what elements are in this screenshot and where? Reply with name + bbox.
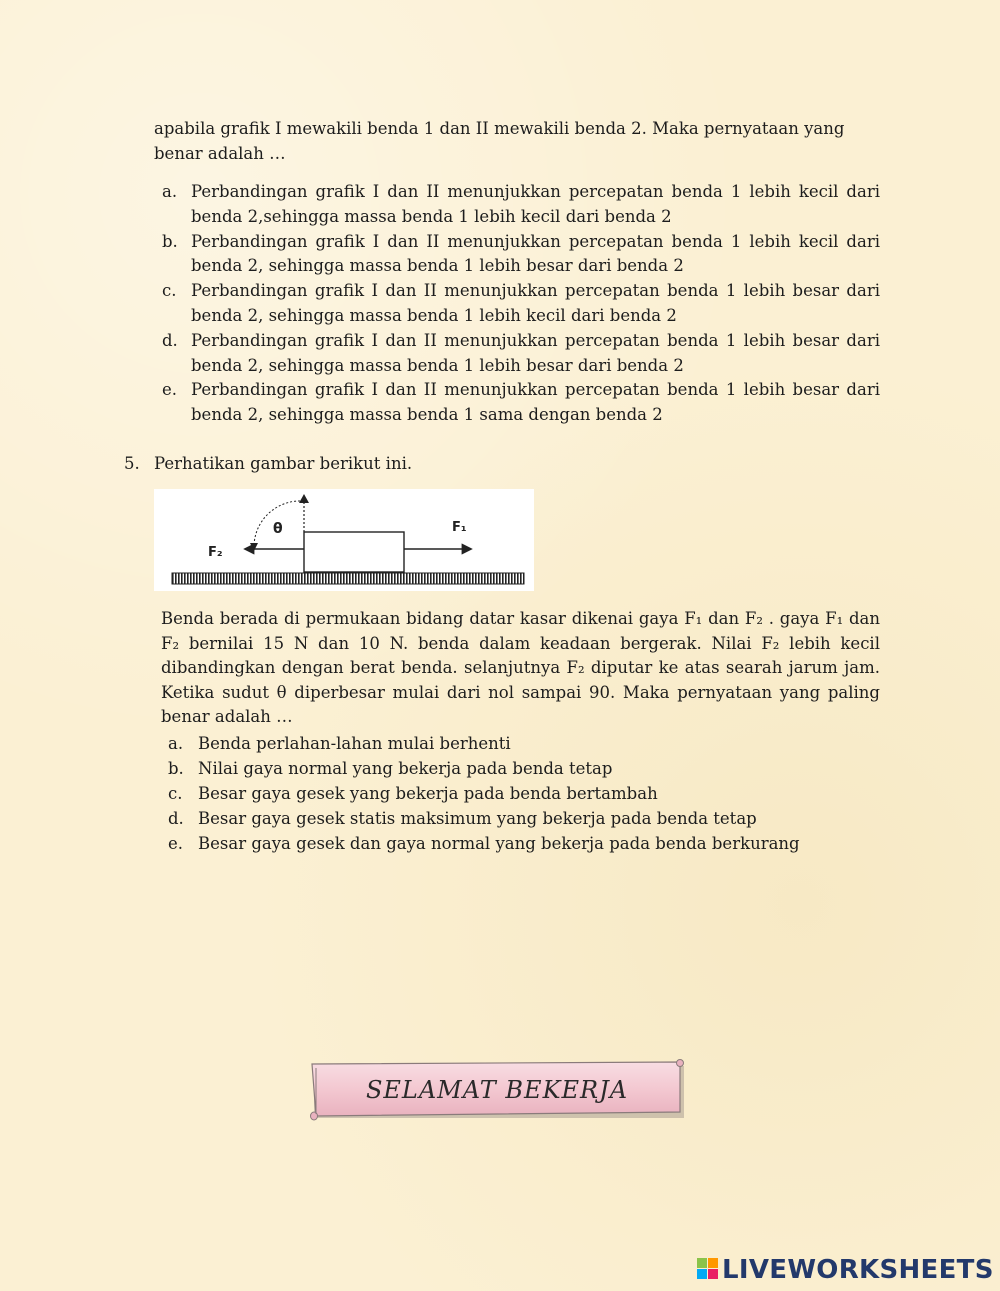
option-item: [160, 180, 880, 230]
question-4-options: [160, 180, 880, 428]
option-text: Perbandingan grafik I dan II menunjukkan percepatan benda 1 lebih kecil dari benda 2, sehingga massa benda 1 lebih besar dari benda 2: [191, 231, 880, 276]
block: [304, 532, 404, 572]
option-text: Perbandingan grafik I dan II menunjukkan percepatan benda 1 lebih besar dari benda 2, sehingga massa benda 1 lebih besar dari benda 2: [191, 330, 880, 375]
option-item: [160, 329, 880, 379]
option-item: [168, 781, 800, 806]
option-letter: e.: [168, 834, 184, 853]
question-5-heading: [124, 452, 412, 477]
liveworksheets-logo[interactable]: [697, 1256, 997, 1284]
option-item: [168, 731, 800, 756]
liveworksheets-logo-icon: [697, 1258, 719, 1280]
option-text: Perbandingan grafik I dan II menunjukkan percepatan benda 1 lebih kecil dari benda 2,sehingga massa benda 1 lebih kecil dari benda 2: [191, 182, 880, 226]
question-prompt: Perhatikan gambar berikut ini.: [154, 454, 413, 473]
force-diagram-svg: [154, 489, 534, 591]
option-letter: d.: [162, 330, 178, 350]
f2-label: F₂: [208, 545, 223, 560]
option-text: Perbandingan grafik I dan II menunjukkan percepatan benda 1 lebih besar dari benda 2, sehingga massa benda 1 lebih kecil dari benda 2: [191, 281, 880, 325]
angle-arc-arrow: [250, 543, 258, 551]
f1-label: F₁: [452, 520, 467, 535]
option-letter: b.: [168, 759, 184, 778]
selamat-bekerja-banner: [308, 1058, 686, 1124]
question-5-paragraph: Benda berada di permukaan bidang datar kasar dikenai gaya F₁ dan F₂ . gaya F₁ dan F₂ bernilai 15 N dan 10 N. benda dalam keadaan bergerak. Nilai F₂ lebih kecil dibandingkan dengan berat benda. selanjutnya F₂ diputar ke atas searah jarum jam. Ketika sudut θ diperbesar mulai dari nol sampai 90. Maka pernyataan yang paling benar adalah …: [161, 609, 880, 726]
option-letter: e.: [162, 380, 178, 400]
option-text: Besar gaya gesek statis maksimum yang bekerja pada benda tetap: [198, 809, 757, 828]
banner-text: SELAMAT BEKERJA: [365, 1076, 629, 1104]
option-letter: c.: [162, 281, 177, 301]
option-item: [168, 831, 800, 856]
question-number: 5.: [124, 454, 140, 473]
option-text: Besar gaya gesek dan gaya normal yang bekerja pada benda berkurang: [198, 834, 800, 853]
option-letter: a.: [162, 182, 178, 201]
option-item: [168, 756, 800, 781]
option-letter: d.: [168, 809, 184, 828]
force-diagram: [154, 489, 534, 591]
option-letter: a.: [168, 734, 184, 753]
option-letter: b.: [162, 231, 178, 251]
option-item: [160, 230, 880, 280]
option-text: Benda perlahan-lahan mulai berhenti: [198, 734, 511, 753]
theta-label: θ: [273, 521, 283, 537]
question-4-intro: apabila grafik I mewakili benda 1 dan II mewakili benda 2. Maka pernyataan yang benar adalah …: [154, 119, 845, 163]
vertical-axis-arrow: [299, 494, 309, 503]
option-letter: c.: [168, 784, 183, 803]
option-text: Perbandingan grafik I dan II menunjukkan percepatan benda 1 lebih besar dari benda 2, sehingga massa benda 1 sama dengan benda 2: [191, 380, 880, 425]
option-text: Besar gaya gesek yang bekerja pada benda bertambah: [198, 784, 658, 803]
option-item: [160, 279, 880, 329]
question-5-options: [168, 731, 800, 856]
logo-text: LIVEWORKSHEETS: [722, 1255, 994, 1285]
option-text: Nilai gaya normal yang bekerja pada benda tetap: [198, 759, 613, 778]
option-item: [160, 378, 880, 428]
ground-surface: [172, 573, 524, 584]
option-item: [168, 806, 800, 831]
